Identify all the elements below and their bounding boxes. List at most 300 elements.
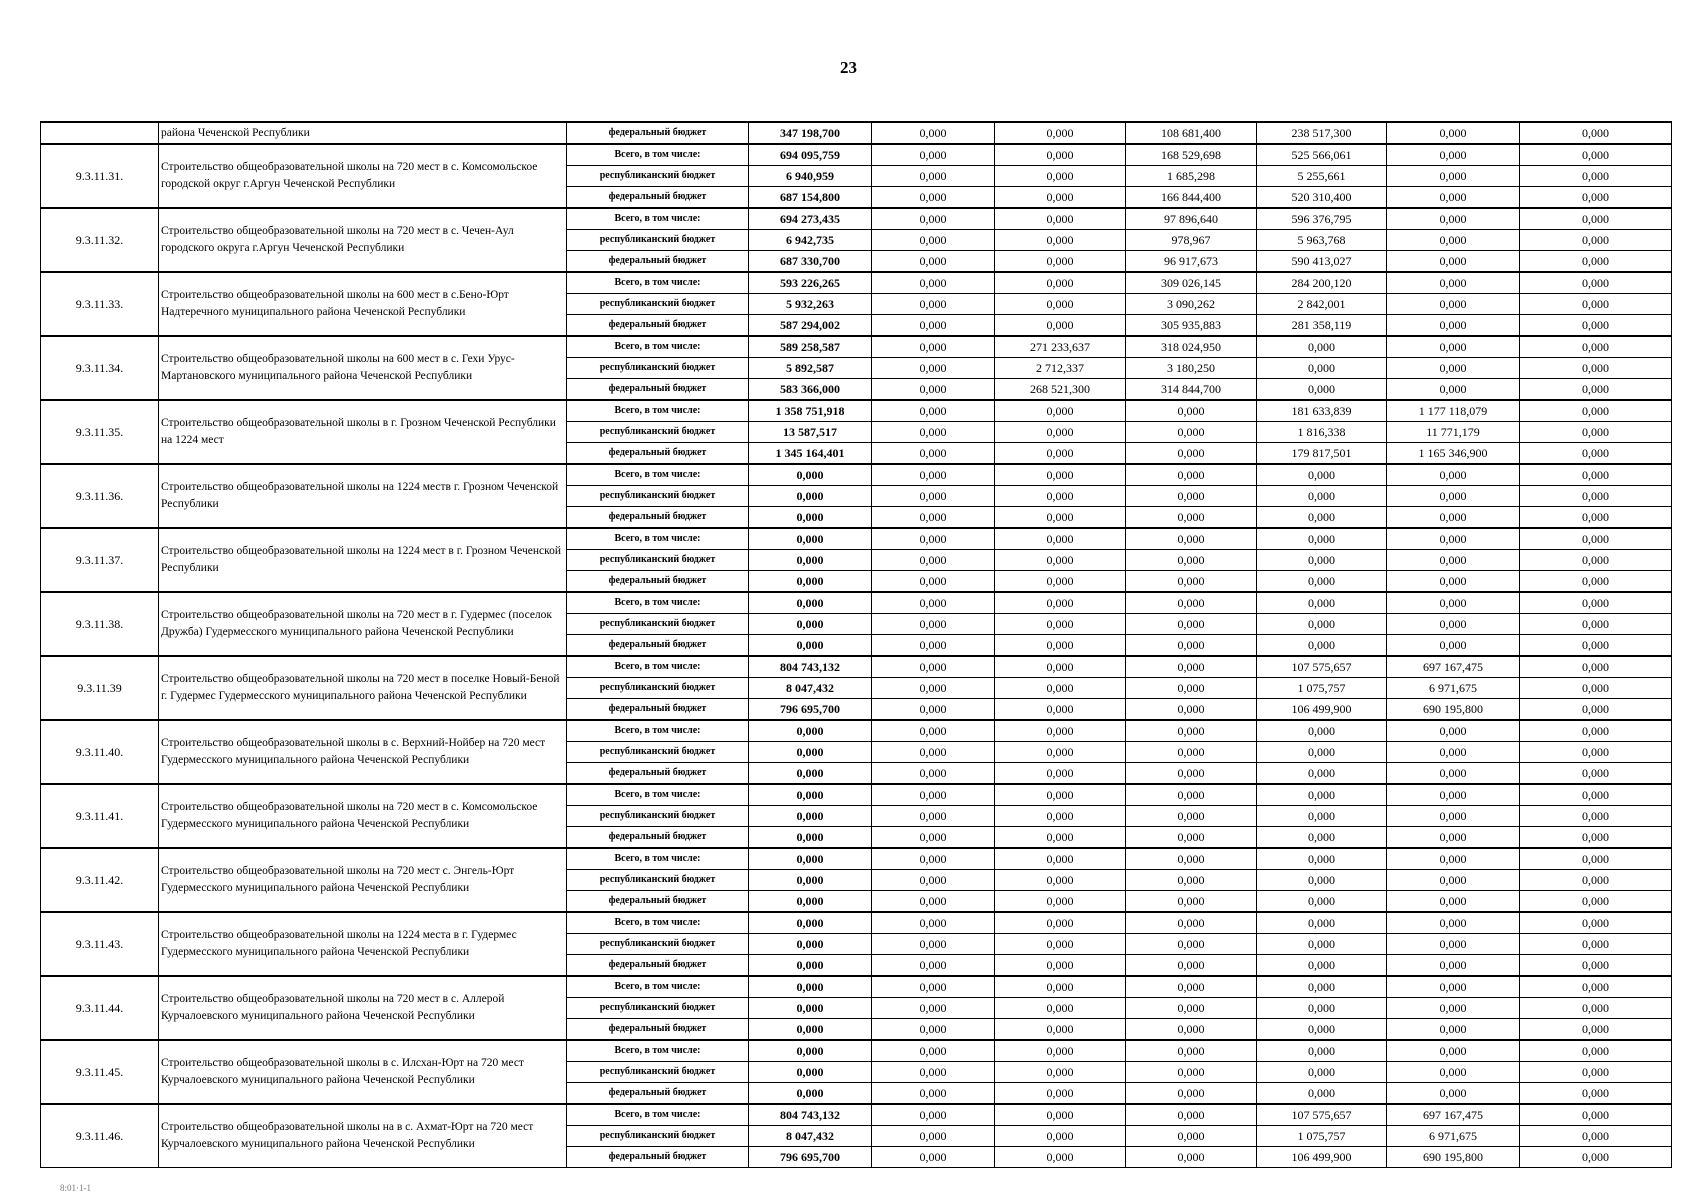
year-value: 0,000 [1126, 998, 1257, 1019]
year-value: 284 200,120 [1257, 272, 1387, 294]
year-value: 0,000 [995, 1062, 1126, 1083]
year-value: 596 376,795 [1257, 208, 1387, 230]
funding-source: республиканский бюджет [567, 742, 749, 763]
year-value: 6 971,675 [1387, 678, 1520, 699]
year-value: 0,000 [1126, 400, 1257, 422]
year-value: 181 633,839 [1257, 400, 1387, 422]
year-value: 1 685,298 [1126, 166, 1257, 187]
year-value: 0,000 [1257, 507, 1387, 529]
year-value: 107 575,657 [1257, 1104, 1387, 1126]
year-value: 0,000 [1126, 848, 1257, 870]
year-value: 0,000 [1520, 230, 1672, 251]
year-value: 0,000 [1520, 592, 1672, 614]
total-value: 0,000 [749, 998, 872, 1019]
year-value: 0,000 [1126, 550, 1257, 571]
funding-source: федеральный бюджет [567, 507, 749, 529]
total-value: 694 095,759 [749, 144, 872, 166]
total-value: 1 345 164,401 [749, 443, 872, 465]
year-value: 0,000 [1126, 763, 1257, 785]
year-value: 108 681,400 [1126, 122, 1257, 144]
year-value: 0,000 [995, 742, 1126, 763]
year-value: 0,000 [1520, 720, 1672, 742]
year-value: 0,000 [1520, 422, 1672, 443]
funding-source: Всего, в том числе: [567, 1104, 749, 1126]
year-value: 0,000 [1257, 1019, 1387, 1041]
year-value: 0,000 [1126, 571, 1257, 593]
year-value: 0,000 [1257, 806, 1387, 827]
year-value: 0,000 [872, 251, 995, 273]
year-value: 0,000 [1257, 592, 1387, 614]
year-value: 0,000 [872, 976, 995, 998]
year-value: 0,000 [1126, 784, 1257, 806]
funding-source: республиканский бюджет [567, 614, 749, 635]
year-value: 0,000 [1387, 1062, 1520, 1083]
funding-source: федеральный бюджет [567, 1083, 749, 1105]
year-value: 0,000 [1126, 827, 1257, 849]
year-value: 0,000 [995, 550, 1126, 571]
year-value: 0,000 [872, 870, 995, 891]
year-value: 0,000 [872, 272, 995, 294]
year-value: 0,000 [1257, 976, 1387, 998]
item-name: Строительство общеобразовательной школы на 720 мест в с. Чечен-Аул городского округа г.Аргун Чеченской Республики [159, 208, 567, 272]
year-value: 0,000 [995, 230, 1126, 251]
year-value: 0,000 [872, 571, 995, 593]
year-value: 1 075,757 [1257, 1126, 1387, 1147]
year-value: 0,000 [1520, 891, 1672, 913]
item-code: 9.3.11.42. [41, 848, 159, 912]
total-value: 8 047,432 [749, 678, 872, 699]
year-value: 0,000 [1520, 1062, 1672, 1083]
table-row [41, 656, 1672, 678]
year-value: 0,000 [1520, 443, 1672, 465]
total-value: 0,000 [749, 614, 872, 635]
total-value: 0,000 [749, 635, 872, 657]
year-value: 0,000 [1387, 720, 1520, 742]
year-value: 0,000 [1520, 656, 1672, 678]
item-code: 9.3.11.38. [41, 592, 159, 656]
total-value: 5 932,263 [749, 294, 872, 315]
year-value: 0,000 [872, 166, 995, 187]
year-value: 0,000 [872, 358, 995, 379]
year-value: 96 917,673 [1126, 251, 1257, 273]
funding-source: федеральный бюджет [567, 379, 749, 401]
year-value: 0,000 [872, 848, 995, 870]
year-value: 0,000 [1387, 550, 1520, 571]
year-value: 0,000 [995, 528, 1126, 550]
year-value: 0,000 [995, 955, 1126, 977]
funding-source: Всего, в том числе: [567, 976, 749, 998]
year-value: 697 167,475 [1387, 656, 1520, 678]
total-value: 796 695,700 [749, 1147, 872, 1168]
year-value: 0,000 [1387, 1040, 1520, 1062]
item-name: Строительство общеобразовательной школы в с. Илсхан-Юрт на 720 мест Курчалоевского муниципального района Чеченской Республики [159, 1040, 567, 1104]
year-value: 0,000 [1387, 998, 1520, 1019]
year-value: 0,000 [872, 464, 995, 486]
table-row [41, 1040, 1672, 1062]
total-value: 0,000 [749, 848, 872, 870]
item-name: Строительство общеобразовательной школы в г. Грозном Чеченской Республики на 1224 мест [159, 400, 567, 464]
year-value: 0,000 [1126, 1147, 1257, 1168]
funding-source: Всего, в том числе: [567, 464, 749, 486]
funding-source: федеральный бюджет [567, 763, 749, 785]
year-value: 0,000 [1520, 272, 1672, 294]
year-value: 2 842,001 [1257, 294, 1387, 315]
total-value: 8 047,432 [749, 1126, 872, 1147]
funding-source: Всего, в том числе: [567, 528, 749, 550]
item-code: 9.3.11.40. [41, 720, 159, 784]
year-value: 0,000 [872, 315, 995, 337]
year-value: 0,000 [872, 614, 995, 635]
year-value: 0,000 [1520, 763, 1672, 785]
year-value: 0,000 [1520, 464, 1672, 486]
funding-source: республиканский бюджет [567, 1062, 749, 1083]
year-value: 179 817,501 [1257, 443, 1387, 465]
year-value: 0,000 [1387, 208, 1520, 230]
year-value: 0,000 [872, 763, 995, 785]
year-value: 0,000 [1387, 122, 1520, 144]
year-value: 0,000 [995, 1104, 1126, 1126]
year-value: 314 844,700 [1126, 379, 1257, 401]
funding-source: Всего, в том числе: [567, 656, 749, 678]
year-value: 0,000 [1387, 742, 1520, 763]
item-code: 9.3.11.33. [41, 272, 159, 336]
table-row [41, 400, 1672, 422]
year-value: 0,000 [1387, 806, 1520, 827]
year-value: 0,000 [1257, 827, 1387, 849]
year-value: 0,000 [872, 1126, 995, 1147]
year-value: 690 195,800 [1387, 1147, 1520, 1168]
item-code: 9.3.11.39 [41, 656, 159, 720]
year-value: 0,000 [872, 806, 995, 827]
funding-source: федеральный бюджет [567, 251, 749, 273]
year-value: 0,000 [1387, 144, 1520, 166]
year-value: 0,000 [995, 848, 1126, 870]
year-value: 0,000 [1387, 614, 1520, 635]
item-code: 9.3.11.46. [41, 1104, 159, 1168]
item-name: района Чеченской Республики [159, 122, 567, 144]
year-value: 0,000 [1387, 358, 1520, 379]
total-value: 0,000 [749, 1083, 872, 1105]
year-value: 0,000 [1520, 166, 1672, 187]
table-row [41, 784, 1672, 806]
year-value: 0,000 [1257, 955, 1387, 977]
year-value: 0,000 [1126, 891, 1257, 913]
year-value: 0,000 [1520, 379, 1672, 401]
item-code: 9.3.11.34. [41, 336, 159, 400]
year-value: 0,000 [1520, 528, 1672, 550]
year-value: 0,000 [995, 422, 1126, 443]
year-value: 0,000 [995, 699, 1126, 721]
item-name: Строительство общеобразовательной школы на 720 мест в с. Комсомольское Гудермесского муниципального района Чеченской Республики [159, 784, 567, 848]
year-value: 168 529,698 [1126, 144, 1257, 166]
year-value: 166 844,400 [1126, 187, 1257, 209]
year-value: 0,000 [1520, 400, 1672, 422]
year-value: 0,000 [872, 1062, 995, 1083]
year-value: 0,000 [995, 592, 1126, 614]
year-value: 0,000 [872, 443, 995, 465]
year-value: 0,000 [1387, 507, 1520, 529]
year-value: 0,000 [995, 763, 1126, 785]
item-code: 9.3.11.31. [41, 144, 159, 208]
funding-source: республиканский бюджет [567, 294, 749, 315]
year-value: 318 024,950 [1126, 336, 1257, 358]
year-value: 0,000 [1387, 784, 1520, 806]
table-row [41, 464, 1672, 486]
total-value: 0,000 [749, 464, 872, 486]
year-value: 0,000 [1520, 699, 1672, 721]
year-value: 0,000 [1520, 827, 1672, 849]
year-value: 107 575,657 [1257, 656, 1387, 678]
year-value: 271 233,637 [995, 336, 1126, 358]
total-value: 687 330,700 [749, 251, 872, 273]
year-value: 0,000 [1257, 720, 1387, 742]
year-value: 0,000 [872, 891, 995, 913]
year-value: 0,000 [1126, 720, 1257, 742]
year-value: 0,000 [1520, 144, 1672, 166]
item-code: 9.3.11.41. [41, 784, 159, 848]
year-value: 1 165 346,900 [1387, 443, 1520, 465]
year-value: 0,000 [995, 122, 1126, 144]
table-row [41, 976, 1672, 998]
total-value: 0,000 [749, 1019, 872, 1041]
year-value: 268 521,300 [995, 379, 1126, 401]
funding-source: Всего, в том числе: [567, 592, 749, 614]
funding-source: федеральный бюджет [567, 891, 749, 913]
year-value: 0,000 [995, 507, 1126, 529]
funding-source: федеральный бюджет [567, 955, 749, 977]
year-value: 0,000 [872, 720, 995, 742]
total-value: 0,000 [749, 1062, 872, 1083]
year-value: 0,000 [1520, 976, 1672, 998]
year-value: 0,000 [1520, 934, 1672, 955]
item-name: Строительство общеобразовательной школы в с. Верхний-Нойбер на 720 мест Гудермесского муниципального района Чеченской Республики [159, 720, 567, 784]
item-code: 9.3.11.45. [41, 1040, 159, 1104]
year-value: 0,000 [1126, 1062, 1257, 1083]
table-row [41, 336, 1672, 358]
table-row [41, 272, 1672, 294]
year-value: 0,000 [1387, 976, 1520, 998]
funding-source: Всего, в том числе: [567, 784, 749, 806]
year-value: 0,000 [995, 315, 1126, 337]
total-value: 587 294,002 [749, 315, 872, 337]
year-value: 0,000 [995, 251, 1126, 273]
year-value: 0,000 [1520, 1019, 1672, 1041]
item-name: Строительство общеобразовательной школы на 720 мест в поселке Новый-Беной г. Гудермес Гудермесского муниципального района Чеченской Республики [159, 656, 567, 720]
item-name: Строительство общеобразовательной школы на 720 мест в г. Гудермес (поселок Дружба) Гудермесского муниципального района Чеченской Республики [159, 592, 567, 656]
footer-mark: 8:01·1-1 [60, 1183, 91, 1193]
year-value: 0,000 [995, 806, 1126, 827]
year-value: 0,000 [1387, 934, 1520, 955]
year-value: 0,000 [1126, 699, 1257, 721]
item-name: Строительство общеобразовательной школы на 720 мест в с. Аллерой Курчалоевского муниципального района Чеченской Республики [159, 976, 567, 1040]
item-code [41, 122, 159, 144]
total-value: 0,000 [749, 528, 872, 550]
year-value: 0,000 [1126, 443, 1257, 465]
table-row [41, 528, 1672, 550]
year-value: 0,000 [872, 934, 995, 955]
year-value: 0,000 [1387, 635, 1520, 657]
year-value: 0,000 [1257, 571, 1387, 593]
item-code: 9.3.11.44. [41, 976, 159, 1040]
item-name: Строительство общеобразовательной школы на 720 мест с. Энгель-Юрт Гудермесского муниципального района Чеченской Республики [159, 848, 567, 912]
year-value: 0,000 [995, 1019, 1126, 1041]
item-name: Строительство общеобразовательной школы на 1224 меств г. Грозном Чеченской Республики [159, 464, 567, 528]
funding-source: Всего, в том числе: [567, 912, 749, 934]
year-value: 0,000 [1387, 486, 1520, 507]
table-row [41, 144, 1672, 166]
funding-source: федеральный бюджет [567, 1147, 749, 1168]
year-value: 0,000 [995, 272, 1126, 294]
total-value: 0,000 [749, 1040, 872, 1062]
total-value: 0,000 [749, 486, 872, 507]
year-value: 0,000 [1387, 187, 1520, 209]
year-value: 0,000 [1387, 592, 1520, 614]
funding-source: Всего, в том числе: [567, 144, 749, 166]
year-value: 0,000 [1387, 379, 1520, 401]
year-value: 0,000 [1520, 742, 1672, 763]
year-value: 0,000 [1520, 315, 1672, 337]
item-name: Строительство общеобразовательной школы на 600 мест в с. Гехи Урус-Мартановского муниципального района Чеченской Республики [159, 336, 567, 400]
year-value: 0,000 [1520, 1147, 1672, 1168]
year-value: 0,000 [1126, 635, 1257, 657]
total-value: 0,000 [749, 827, 872, 849]
year-value: 309 026,145 [1126, 272, 1257, 294]
year-value: 0,000 [1257, 934, 1387, 955]
year-value: 0,000 [1126, 806, 1257, 827]
funding-source: Всего, в том числе: [567, 272, 749, 294]
budget-table [40, 121, 1672, 1168]
year-value: 0,000 [1520, 1104, 1672, 1126]
year-value: 0,000 [1520, 678, 1672, 699]
funding-source: республиканский бюджет [567, 486, 749, 507]
year-value: 0,000 [1126, 464, 1257, 486]
table-row [41, 848, 1672, 870]
year-value: 0,000 [995, 784, 1126, 806]
year-value: 0,000 [995, 720, 1126, 742]
year-value: 0,000 [872, 742, 995, 763]
funding-source: республиканский бюджет [567, 870, 749, 891]
year-value: 0,000 [1387, 870, 1520, 891]
year-value: 0,000 [1387, 251, 1520, 273]
funding-source: республиканский бюджет [567, 998, 749, 1019]
year-value: 0,000 [1126, 1019, 1257, 1041]
funding-source: федеральный бюджет [567, 635, 749, 657]
year-value: 0,000 [872, 144, 995, 166]
year-value: 0,000 [1126, 1083, 1257, 1105]
item-code: 9.3.11.43. [41, 912, 159, 976]
table-row [41, 720, 1672, 742]
year-value: 0,000 [1257, 784, 1387, 806]
total-value: 583 366,000 [749, 379, 872, 401]
total-value: 0,000 [749, 870, 872, 891]
year-value: 0,000 [995, 870, 1126, 891]
year-value: 0,000 [1520, 998, 1672, 1019]
year-value: 978,967 [1126, 230, 1257, 251]
total-value: 0,000 [749, 976, 872, 998]
year-value: 5 255,661 [1257, 166, 1387, 187]
total-value: 5 892,587 [749, 358, 872, 379]
funding-source: федеральный бюджет [567, 827, 749, 849]
year-value: 690 195,800 [1387, 699, 1520, 721]
funding-source: республиканский бюджет [567, 934, 749, 955]
year-value: 0,000 [1257, 763, 1387, 785]
year-value: 0,000 [1126, 678, 1257, 699]
item-name: Строительство общеобразовательной школы на 1224 мест в г. Грозном Чеченской Республики [159, 528, 567, 592]
total-value: 6 940,959 [749, 166, 872, 187]
funding-source: федеральный бюджет [567, 571, 749, 593]
year-value: 0,000 [1520, 571, 1672, 593]
year-value: 0,000 [1520, 635, 1672, 657]
year-value: 0,000 [1126, 656, 1257, 678]
year-value: 0,000 [1520, 208, 1672, 230]
total-value: 589 258,587 [749, 336, 872, 358]
year-value: 0,000 [872, 827, 995, 849]
year-value: 0,000 [1126, 742, 1257, 763]
year-value: 0,000 [1520, 358, 1672, 379]
year-value: 0,000 [1387, 272, 1520, 294]
year-value: 305 935,883 [1126, 315, 1257, 337]
item-code: 9.3.11.37. [41, 528, 159, 592]
year-value: 106 499,900 [1257, 1147, 1387, 1168]
year-value: 0,000 [1126, 486, 1257, 507]
year-value: 697 167,475 [1387, 1104, 1520, 1126]
item-name: Строительство общеобразовательной школы на в с. Ахмат-Юрт на 720 мест Курчалоевского муниципального района Чеченской Республики [159, 1104, 567, 1168]
funding-source: федеральный бюджет [567, 443, 749, 465]
year-value: 0,000 [1257, 635, 1387, 657]
year-value: 0,000 [872, 1083, 995, 1105]
year-value: 0,000 [1387, 230, 1520, 251]
total-value: 0,000 [749, 912, 872, 934]
year-value: 0,000 [872, 550, 995, 571]
year-value: 0,000 [1387, 294, 1520, 315]
year-value: 0,000 [995, 827, 1126, 849]
year-value: 0,000 [1257, 870, 1387, 891]
total-value: 1 358 751,918 [749, 400, 872, 422]
funding-source: Всего, в том числе: [567, 720, 749, 742]
funding-source: республиканский бюджет [567, 166, 749, 187]
year-value: 0,000 [1126, 976, 1257, 998]
year-value: 0,000 [872, 998, 995, 1019]
year-value: 281 358,119 [1257, 315, 1387, 337]
funding-source: Всего, в том числе: [567, 336, 749, 358]
year-value: 5 963,768 [1257, 230, 1387, 251]
year-value: 0,000 [995, 678, 1126, 699]
item-name: Строительство общеобразовательной школы на 600 мест в с.Бено-Юрт Надтеречного муниципального района Чеченской Республики [159, 272, 567, 336]
year-value: 0,000 [1387, 891, 1520, 913]
year-value: 0,000 [995, 912, 1126, 934]
year-value: 0,000 [1520, 122, 1672, 144]
year-value: 0,000 [872, 208, 995, 230]
total-value: 593 226,265 [749, 272, 872, 294]
year-value: 0,000 [1520, 955, 1672, 977]
year-value: 0,000 [872, 122, 995, 144]
year-value: 0,000 [1387, 1083, 1520, 1105]
year-value: 0,000 [995, 1126, 1126, 1147]
year-value: 0,000 [1520, 294, 1672, 315]
year-value: 0,000 [872, 592, 995, 614]
year-value: 0,000 [1257, 464, 1387, 486]
year-value: 0,000 [995, 656, 1126, 678]
year-value: 0,000 [995, 294, 1126, 315]
year-value: 0,000 [1126, 955, 1257, 977]
year-value: 0,000 [1126, 1104, 1257, 1126]
table-row [41, 912, 1672, 934]
year-value: 0,000 [872, 656, 995, 678]
year-value: 0,000 [1520, 486, 1672, 507]
year-value: 0,000 [1387, 848, 1520, 870]
year-value: 0,000 [1520, 1083, 1672, 1105]
year-value: 0,000 [872, 1040, 995, 1062]
